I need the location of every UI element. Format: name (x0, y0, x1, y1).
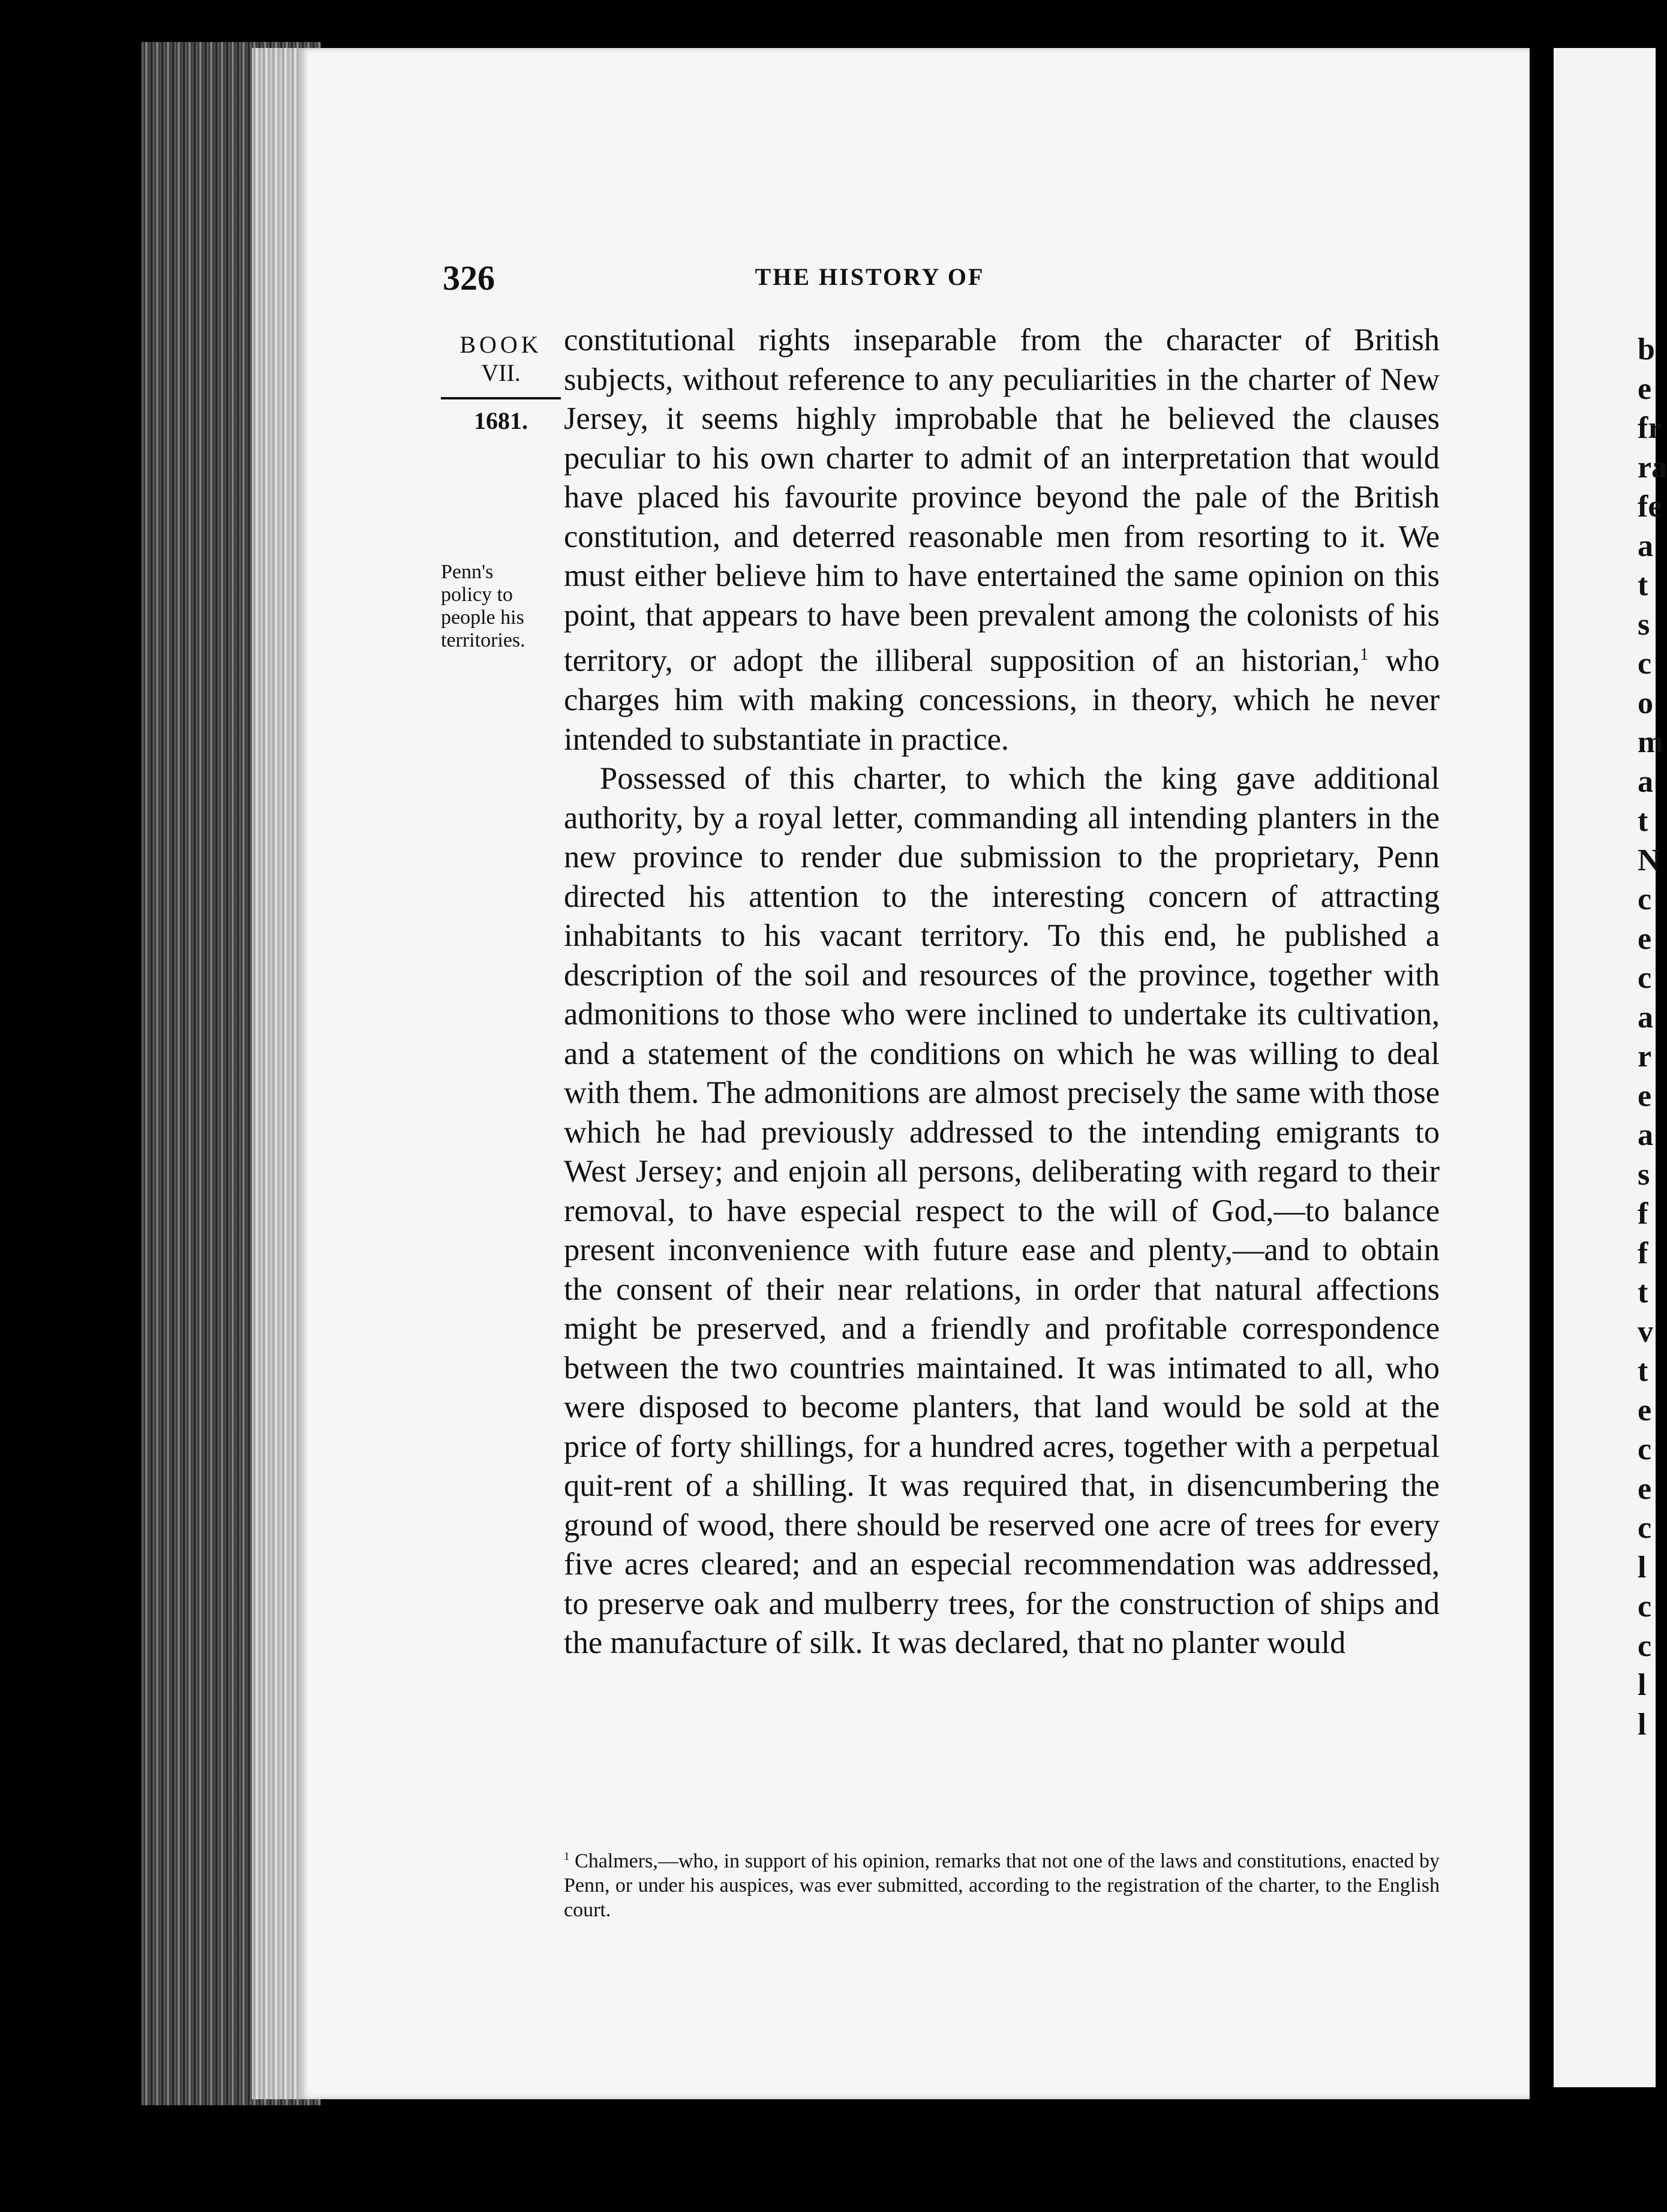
body-text (564, 321, 1440, 1663)
footnote-mark: 1 (564, 1850, 570, 1863)
paragraph-1 (564, 321, 1440, 759)
footnote (564, 1844, 1440, 1922)
page-number: 326 (443, 259, 495, 297)
paragraph-1-end: who charges him with making concessions, in theory, which he never intended to substantiate in practice. (564, 643, 1440, 757)
margin-book-label: BOOK (459, 331, 542, 358)
paragraph-1-text: constitutional rights inseparable from the character of British subjects, without reference to any peculiarities in the charter of New Jersey, it seems highly improbable that he believed the clauses peculiar to his own charter to admit of an interpretation that would have placed his favourite province beyond the pale of the British constitution, and deterred reasonable men from resorting to it. We must either believe him to have entertained the same opinion on this point, that appears to have been prevalent among the colonists of his territory, or adopt the illiberal supposition of an historian, (564, 323, 1440, 678)
facing-page-fragments: b e fr ra fe a t s c o m a t N c e c a r e a s f f t v t e c e c l c c l l (1638, 332, 1667, 1742)
margin-year: 1681. (474, 407, 528, 434)
margin-rule (441, 397, 561, 399)
margin-sidenote: Penn's policy to people his territories. (441, 561, 525, 651)
facing-page (1554, 48, 1667, 2087)
margin-volume-label: VII. (481, 359, 521, 386)
running-head: THE HISTORY OF (755, 263, 985, 290)
footnote-text: Chalmers,—who, in support of his opinion, remarks that not one of the laws and constitutions, enacted by Penn, or under his auspices, was ever submitted, according to the registration of the charter, to the English court. (564, 1850, 1440, 1922)
page-header (0, 258, 1656, 300)
paragraph-2: Possessed of this charter, to which the king gave additional authority, by a royal letter, commanding all intending planters in the new province to render due submission to the proprietary, Penn directed his attention to the interesting concern of attracting inhabitants to his vacant territory. To this end, he published a description of the soil and resources of the province, together with admonitions to those who were inclined to undertake its cultivation, and a statement of the conditions on which he was willing to deal with them. The admonitions are almost precisely the same with those which he had previously addressed to the intending emigrants to West Jersey; and enjoin all persons, deliberating with regard to their removal, to have especial respect to the will of God,—to balance present inconvenience with future ease and plenty,—and to obtain the consent of their near relations, in order that natural affections might be preserved, and a friendly and profitable correspondence between the two countries maintained. It was intimated to all, who were disposed to become planters, that land would be sold at the price of forty shillings, for a hundred acres, together with a perpetual quit-rent of a shilling. It was required that, in disencumbering the ground of wood, there should be reserved one acre of trees for every five acres cleared; and an especial recommendation was addressed, to preserve oak and mulberry trees, for the construction of ships and the manufacture of silk. It was declared, that no planter would (564, 761, 1440, 1660)
footnote-reference: 1 (1359, 645, 1369, 664)
